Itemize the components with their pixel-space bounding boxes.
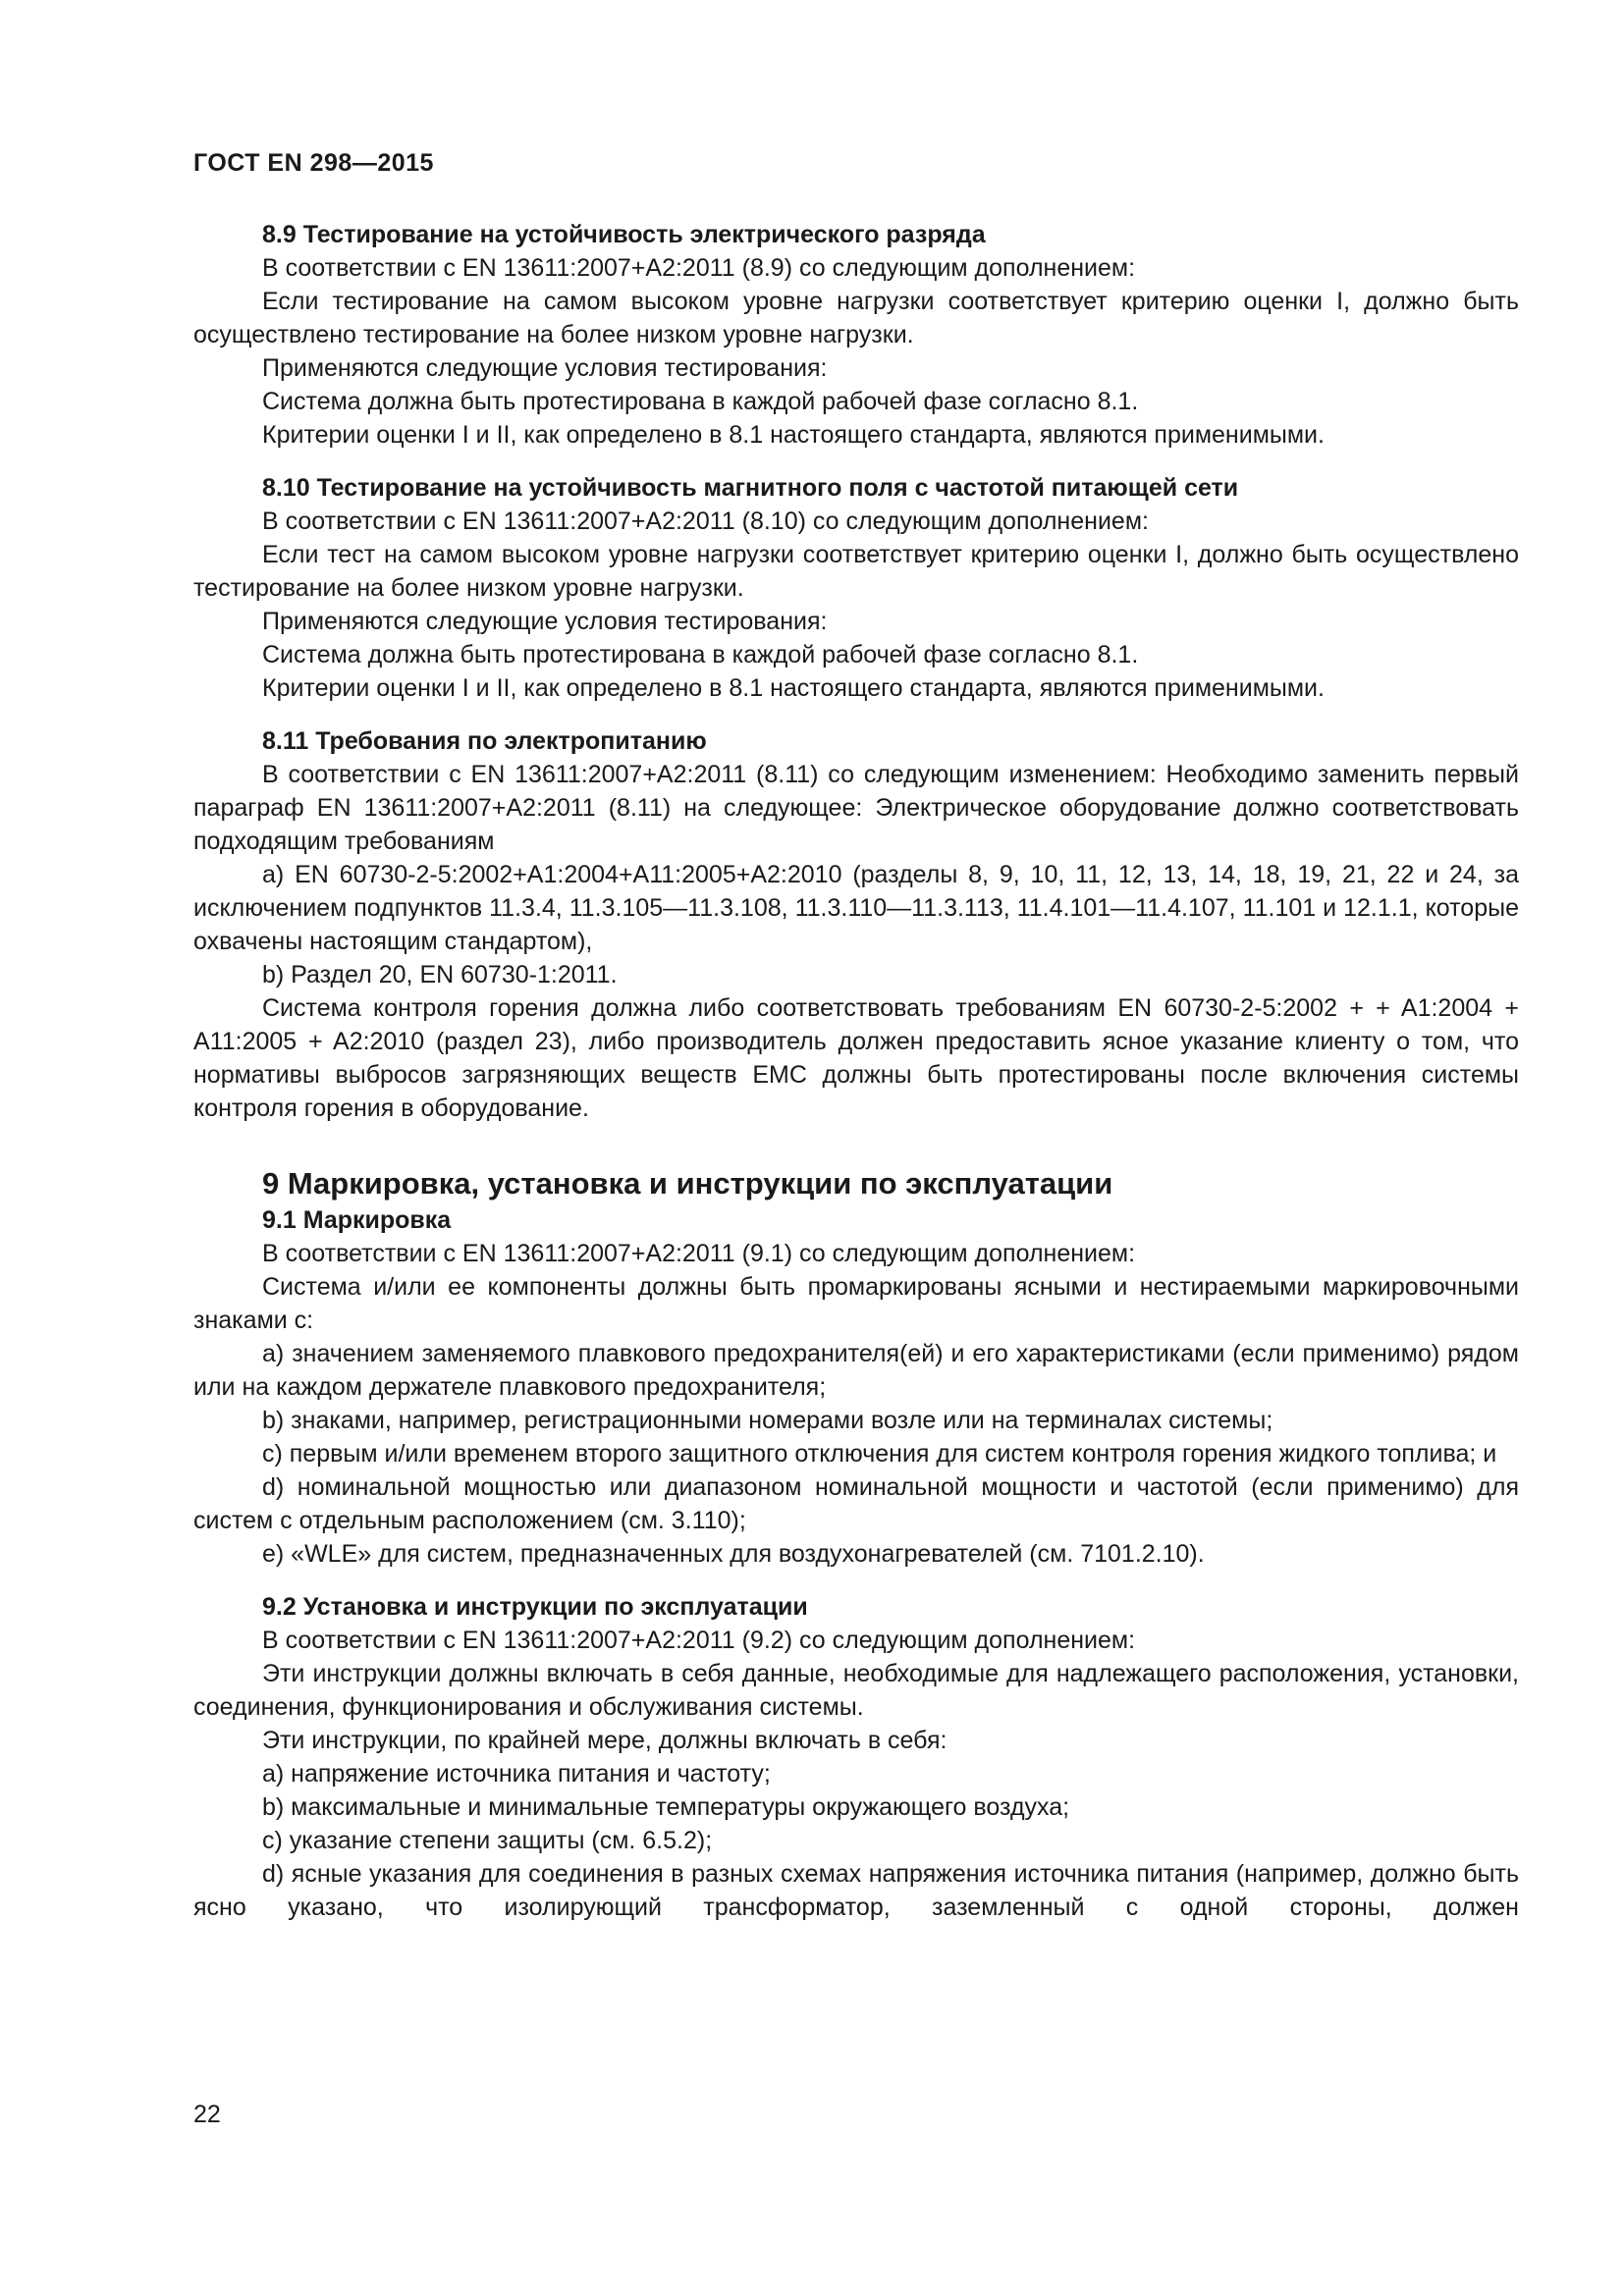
list-item: d) ясные указания для соединения в разных схемах напряжения источника питания (например, должно быть ясно указано, что изолирующий трансформатор, заземленный с одной стороны, должен [193, 1860, 1519, 1921]
paragraph: В соответствии с EN 13611:2007+A2:2011 (8.11) со следующим изменением: Необходимо заменить первый параграф EN 13611:2007+A2:2011 (8.11) на следующее: Электрическое оборудование должно соответствовать подходящим требованиям [193, 761, 1519, 855]
list-item: b) максимальные и минимальные температуры окружающего воздуха; [262, 1793, 1070, 1821]
list-item: a) напряжение источника питания и частоту; [262, 1760, 771, 1788]
paragraph: Система должна быть протестирована в каждой рабочей фазе согласно 8.1. [262, 388, 1139, 415]
section-8-10 [193, 471, 1519, 705]
paragraph: В соответствии с EN 13611:2007+A2:2011 (8.9) со следующим дополнением: [262, 254, 1136, 282]
paragraph: Система контроля горения должна либо соответствовать требованиям EN 60730-2-5:2002 + + A1:2004 + A11:2005 + A2:2010 (раздел 23), либо производитель должен предоставить ясное указание клиенту о том, что нормативы выбросов загрязняющих веществ ЕМС должны быть протестированы после включения системы контроля горения в оборудование. [193, 994, 1519, 1122]
paragraph: В соответствии с EN 13611:2007+A2:2011 (9.1) со следующим дополнением: [262, 1240, 1136, 1267]
paragraph: Критерии оценки I и II, как определено в 8.1 настоящего стандарта, являются применимыми. [262, 674, 1325, 702]
section-heading: 8.11 Требования по электропитанию [262, 727, 707, 755]
paragraph: Применяются следующие условия тестирования: [262, 354, 828, 382]
paragraph: Если тестирование на самом высоком уровне нагрузки соответствует критерию оценки I, должно быть осуществлено тестирование на более низком уровне нагрузки. [193, 288, 1519, 348]
section-heading: 8.9 Тестирование на устойчивость электрического разряда [262, 221, 986, 248]
section-heading: 8.10 Тестирование на устойчивость магнитного поля с частотой питающей сети [262, 474, 1239, 502]
document-header: ГОСТ EN 298—2015 [193, 149, 434, 177]
paragraph: Система и/или ее компоненты должны быть промаркированы ясными и нестираемыми маркировочными знаками с: [193, 1273, 1519, 1334]
section-heading: 9.2 Установка и инструкции по эксплуатации [262, 1593, 808, 1621]
list-item: d) номинальной мощностью или диапазоном номинальной мощности и частотой (если применимо) для систем с отдельным расположением (см. 3.110); [193, 1473, 1519, 1534]
section-8-11 [193, 724, 1519, 1125]
paragraph: В соответствии с EN 13611:2007+A2:2011 (8.10) со следующим дополнением: [262, 507, 1149, 535]
paragraph: В соответствии с EN 13611:2007+A2:2011 (9.2) со следующим дополнением: [262, 1627, 1136, 1654]
paragraph: Если тест на самом высоком уровне нагрузки соответствует критерию оценки I, должно быть осуществлено тестирование на более низком уровне нагрузки. [193, 541, 1519, 602]
section-9-2 [193, 1590, 1519, 1924]
paragraph: Эти инструкции должны включать в себя данные, необходимые для надлежащего расположения, установки, соединения, функционирования и обслуживания системы. [193, 1660, 1519, 1721]
list-item: c) указание степени защиты (см. 6.5.2); [262, 1827, 713, 1854]
list-item: c) первым и/или временем второго защитного отключения для систем контроля горения жидкого топлива; и [262, 1440, 1497, 1468]
list-item: b) Раздел 20, EN 60730-1:2011. [262, 961, 618, 988]
paragraph: Применяются следующие условия тестирования: [262, 608, 828, 635]
list-item: b) знаками, например, регистрационными номерами возле или на терминалах системы; [262, 1407, 1273, 1434]
section-heading: 9.1 Маркировка [262, 1206, 452, 1234]
list-item: a) EN 60730-2-5:2002+A1:2004+A11:2005+A2:2010 (разделы 8, 9, 10, 11, 12, 13, 14, 18, 19, 21, 22 и 24, за исключением подпунктов 11.3.4, 11.3.105—11.3.108, 11.3.110—11.3.113, 11.4.101—11.4.107, 11.101 и 12.1.1, которые охвачены настоящим стандартом), [193, 861, 1519, 955]
page-content [193, 218, 1519, 1924]
list-item: a) значением заменяемого плавкового предохранителя(ей) и его характеристиками (если применимо) рядом или на каждом держателе плавкового предохранителя; [193, 1340, 1519, 1401]
paragraph: Критерии оценки I и II, как определено в 8.1 настоящего стандарта, являются применимыми. [262, 421, 1325, 449]
chapter-heading: 9 Маркировка, установка и инструкции по эксплуатации [262, 1166, 1113, 1201]
list-item: e) «WLE» для систем, предназначенных для воздухонагревателей (см. 7101.2.10). [262, 1540, 1205, 1568]
paragraph: Система должна быть протестирована в каждой рабочей фазе согласно 8.1. [262, 641, 1139, 668]
page-number: 22 [193, 2101, 221, 2128]
paragraph: Эти инструкции, по крайней мере, должны включать в себя: [262, 1727, 947, 1754]
section-9-1 [193, 1203, 1519, 1571]
section-8-9 [193, 218, 1519, 452]
